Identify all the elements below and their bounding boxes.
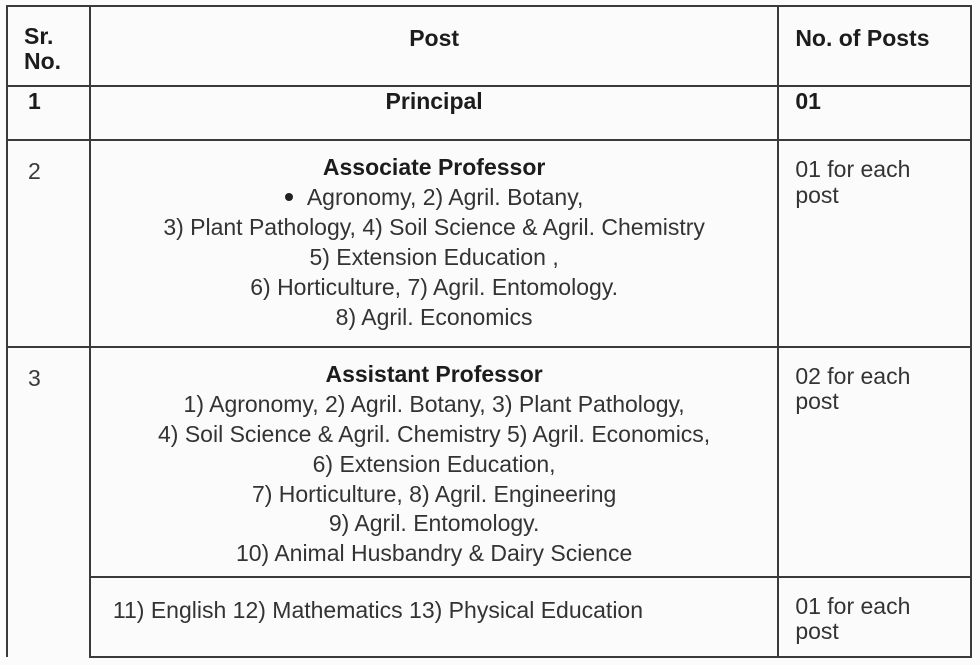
post-subject-line: Agronomy, 2) Agril. Botany, <box>91 183 777 213</box>
row-post-count: 01 for each post <box>778 577 971 657</box>
row-post-count: 01 for each post <box>778 140 971 347</box>
row-post-count: 02 for each post <box>778 347 971 577</box>
table-row <box>7 86 971 140</box>
post-title: Assistant Professor <box>325 361 543 388</box>
row-post-details <box>90 577 778 657</box>
header-no-of-posts: No. of Posts <box>778 6 971 86</box>
post-subject-line: 1) Agronomy, 2) Agril. Botany, 3) Plant Pathology, <box>183 390 685 417</box>
table-header-row <box>7 6 971 86</box>
row-post-details <box>90 140 778 347</box>
post-title: Associate Professor <box>322 154 546 181</box>
row-sr-no: 2 <box>7 140 90 347</box>
post-subject-line: 6) Extension Education, <box>312 450 556 477</box>
bullet-icon <box>285 193 293 201</box>
row-sr-no: 3 <box>7 347 90 657</box>
row-post-count: 01 <box>778 86 971 140</box>
post-subject-line: 8) Agril. Economics <box>335 303 533 330</box>
post-subject-line: 5) Extension Education , <box>309 244 559 271</box>
table-row <box>7 577 971 657</box>
post-subject-line: 11) English 12) Mathematics 13) Physical Education <box>112 596 644 623</box>
row-post-details <box>90 347 778 577</box>
post-subject-line: 4) Soil Science & Agril. Chemistry 5) Agril. Economics, <box>158 420 711 447</box>
header-sr-no: Sr. No. <box>7 6 90 86</box>
header-post: Post <box>90 6 778 86</box>
post-subject-line: 7) Horticulture, 8) Agril. Engineering <box>251 480 617 507</box>
posts-table <box>6 5 972 658</box>
post-subject-line: 10) Animal Husbandry & Dairy Science <box>235 540 633 567</box>
row-sr-no: 1 <box>7 86 90 140</box>
table-row <box>7 347 971 577</box>
row-post-title: Principal <box>90 86 778 140</box>
table-row <box>7 140 971 347</box>
post-subject-line: 6) Horticulture, 7) Agril. Entomology. <box>250 273 618 300</box>
post-subject-line: 3) Plant Pathology, 4) Soil Science & Agril. Chemistry <box>163 214 705 241</box>
post-subject-line: 9) Agril. Entomology. <box>328 510 540 537</box>
